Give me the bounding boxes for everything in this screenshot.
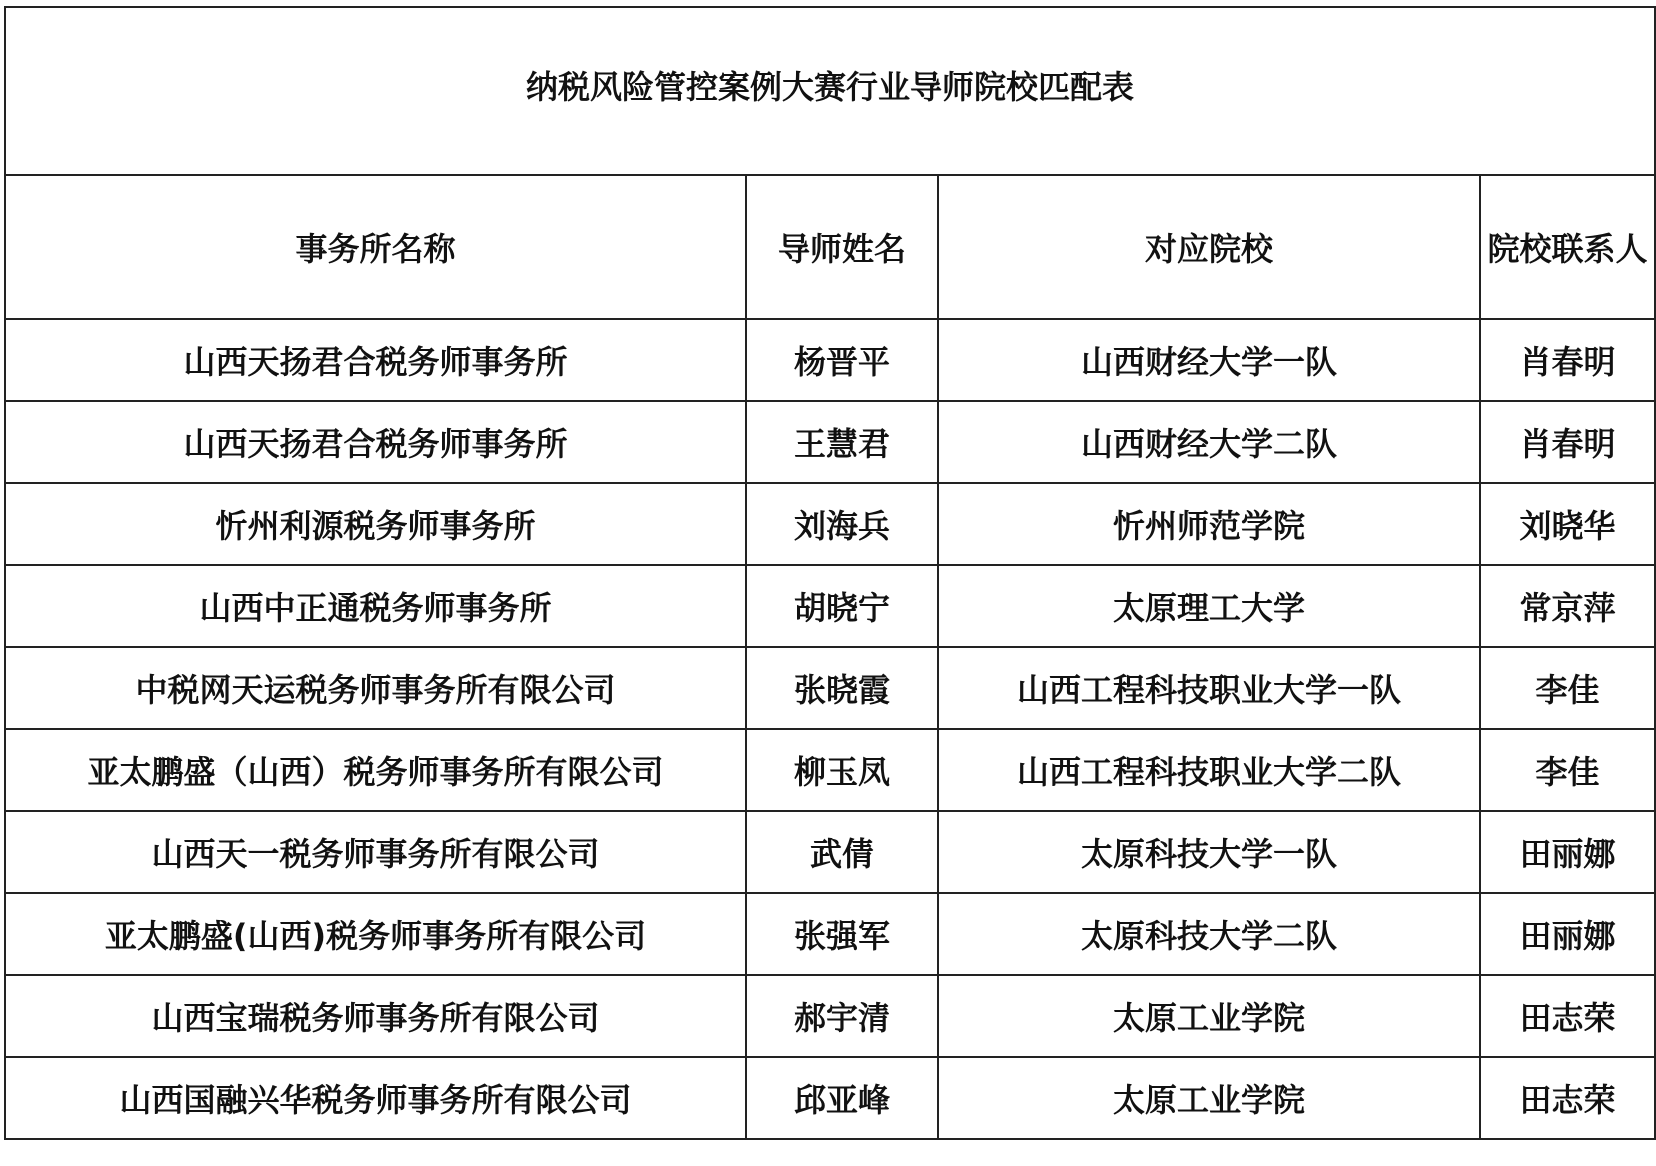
table-title: 纳税风险管控案例大赛行业导师院校匹配表 <box>526 68 1135 106</box>
table-row <box>5 483 1655 565</box>
header-school-contact: 院校联系人 <box>1480 175 1655 319</box>
mentor-name-cell: 张强军 <box>746 893 938 975</box>
firm-name-cell: 亚太鹏盛（山西）税务师事务所有限公司 <box>5 729 746 811</box>
table-row <box>5 729 1655 811</box>
contact-cell: 肖春明 <box>1480 401 1655 483</box>
contact-cell: 田志荣 <box>1480 975 1655 1057</box>
firm-name-cell: 山西宝瑞税务师事务所有限公司 <box>5 975 746 1057</box>
firm-name-cell: 山西中正通税务师事务所 <box>5 565 746 647</box>
table-row <box>5 811 1655 893</box>
contact-cell: 田志荣 <box>1480 1057 1655 1139</box>
mentor-name-cell: 郝宇清 <box>746 975 938 1057</box>
school-cell: 山西工程科技职业大学一队 <box>938 647 1480 729</box>
table-row <box>5 975 1655 1057</box>
table-row <box>5 319 1655 401</box>
contact-cell: 刘晓华 <box>1480 483 1655 565</box>
school-cell: 山西工程科技职业大学二队 <box>938 729 1480 811</box>
firm-name-cell: 山西国融兴华税务师事务所有限公司 <box>5 1057 746 1139</box>
header-firm-name: 事务所名称 <box>5 175 746 319</box>
school-cell: 太原科技大学二队 <box>938 893 1480 975</box>
mentor-name-cell: 刘海兵 <box>746 483 938 565</box>
school-cell: 太原工业学院 <box>938 975 1480 1057</box>
contact-cell: 李佳 <box>1480 729 1655 811</box>
table-row <box>5 893 1655 975</box>
firm-name-cell: 中税网天运税务师事务所有限公司 <box>5 647 746 729</box>
table-title-cell <box>5 7 1655 175</box>
mentor-name-cell: 张晓霞 <box>746 647 938 729</box>
contact-cell: 李佳 <box>1480 647 1655 729</box>
contact-cell: 常京萍 <box>1480 565 1655 647</box>
firm-name-cell: 山西天扬君合税务师事务所 <box>5 319 746 401</box>
school-cell: 山西财经大学二队 <box>938 401 1480 483</box>
mentor-name-cell: 武倩 <box>746 811 938 893</box>
mentor-name-cell: 邱亚峰 <box>746 1057 938 1139</box>
title-row <box>5 7 1655 175</box>
contact-cell: 田丽娜 <box>1480 811 1655 893</box>
mentor-name-cell: 王慧君 <box>746 401 938 483</box>
table-row <box>5 1057 1655 1139</box>
firm-name-cell: 山西天扬君合税务师事务所 <box>5 401 746 483</box>
mentor-matching-table <box>4 6 1656 1140</box>
firm-name-cell: 亚太鹏盛(山西)税务师事务所有限公司 <box>5 893 746 975</box>
mentor-matching-sheet <box>4 6 1654 1140</box>
school-cell: 太原科技大学一队 <box>938 811 1480 893</box>
table-row <box>5 401 1655 483</box>
mentor-name-cell: 胡晓宁 <box>746 565 938 647</box>
school-cell: 山西财经大学一队 <box>938 319 1480 401</box>
table-row <box>5 565 1655 647</box>
school-cell: 忻州师范学院 <box>938 483 1480 565</box>
header-school: 对应院校 <box>938 175 1480 319</box>
contact-cell: 肖春明 <box>1480 319 1655 401</box>
header-mentor-name: 导师姓名 <box>746 175 938 319</box>
firm-name-cell: 山西天一税务师事务所有限公司 <box>5 811 746 893</box>
mentor-name-cell: 柳玉凤 <box>746 729 938 811</box>
school-cell: 太原理工大学 <box>938 565 1480 647</box>
mentor-name-cell: 杨晋平 <box>746 319 938 401</box>
firm-name-cell: 忻州利源税务师事务所 <box>5 483 746 565</box>
table-row <box>5 647 1655 729</box>
school-cell: 太原工业学院 <box>938 1057 1480 1139</box>
contact-cell: 田丽娜 <box>1480 893 1655 975</box>
header-row <box>5 175 1655 319</box>
